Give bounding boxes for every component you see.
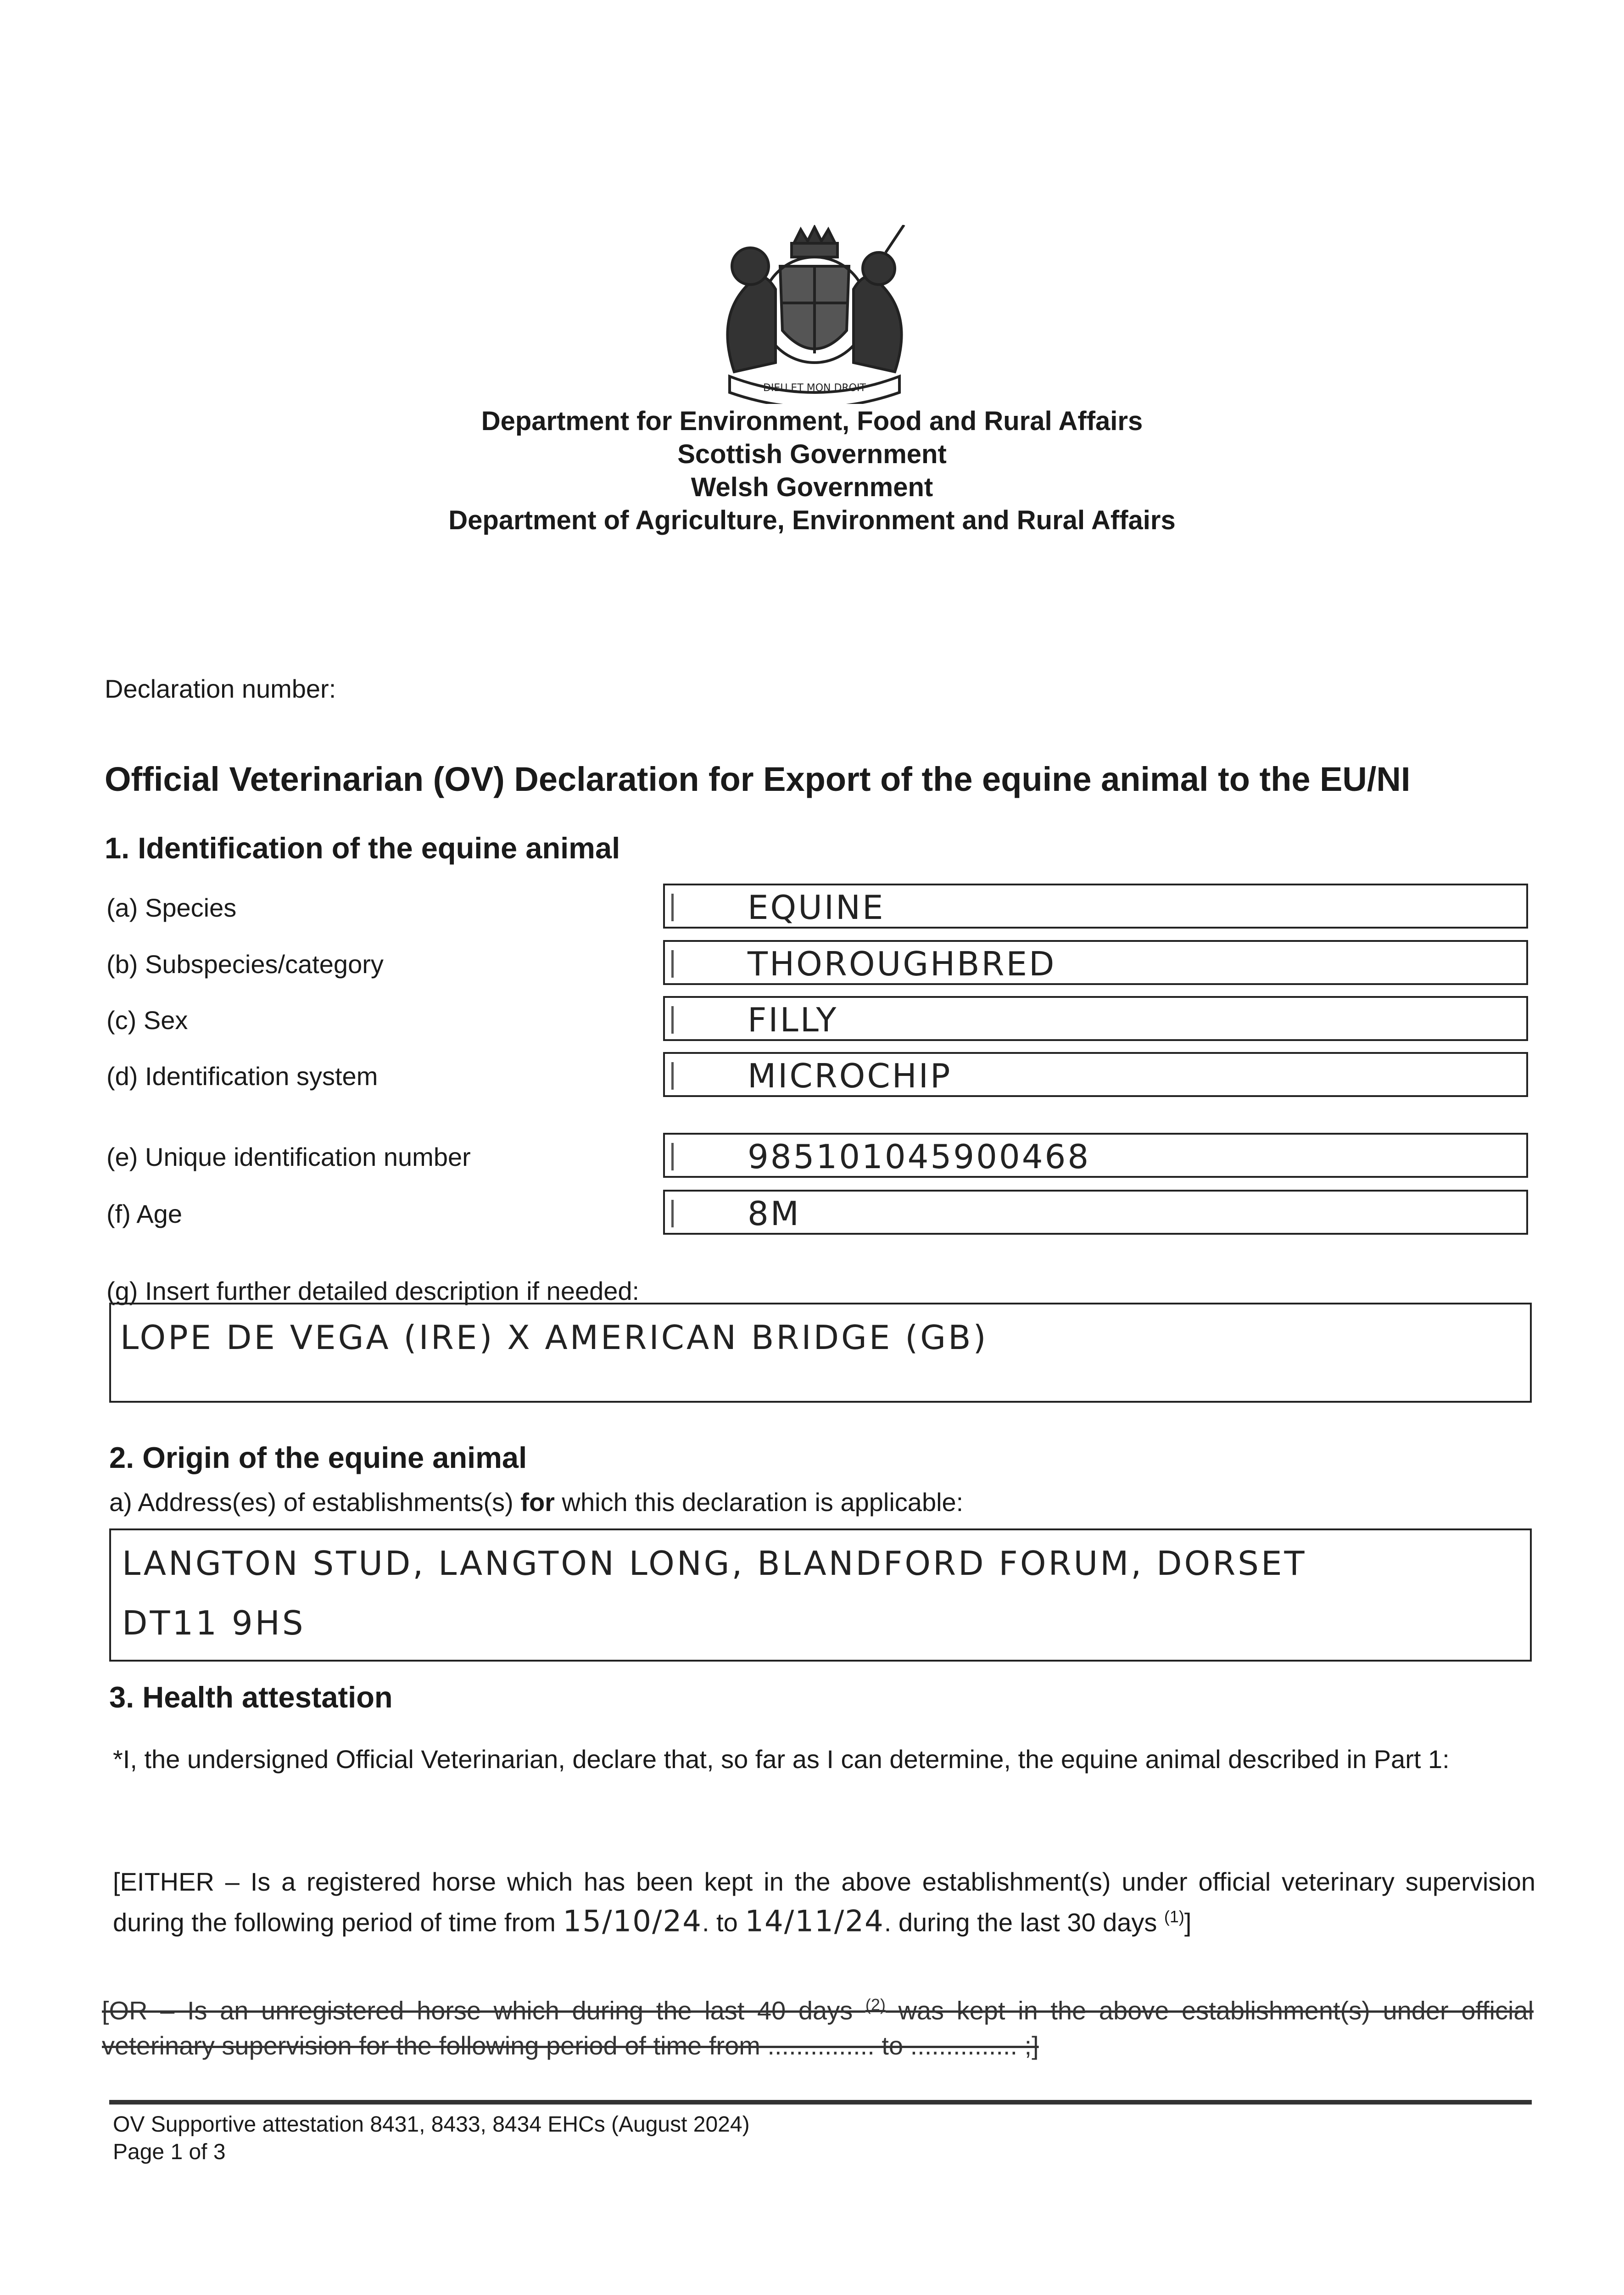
footer-rule [109,2100,1532,2105]
period-from-value: 15/10/24 [563,1904,702,1939]
period-to-value: 14/11/24 [745,1904,884,1939]
sex-field[interactable] [663,996,1528,1041]
department-defra: Department for Environment, Food and Rural Affairs [481,406,1143,436]
further-description-value: LOPE DE VEGA (IRE) X AMERICAN BRIDGE (GB) [120,1318,988,1357]
section2-heading: 2. Origin of the equine animal [109,1441,527,1474]
department-scottish-government: Scottish Government [677,439,947,469]
unique-id-label: (e) Unique identification number [106,1142,471,1171]
establishment-address-label: a) Address(es) of establishments(s) for which this declaration is applicable: [109,1488,964,1517]
department-daera: Department of Agriculture, Environment and Rural Affairs [448,505,1176,535]
species-label: (a) Species [106,893,237,922]
department-welsh-government: Welsh Government [691,472,933,502]
subspecies-field[interactable] [663,940,1528,985]
unique-id-value: 985101045900468 [748,1137,1091,1176]
royal-coat-of-arms-logo [707,225,922,404]
address-line-1: LANGTON STUD, LANGTON LONG, BLANDFORD FORUM, DORSET [122,1544,1307,1583]
identification-system-field[interactable] [663,1052,1528,1097]
sex-label: (c) Sex [106,1006,188,1035]
footer-document-ref: OV Supportive attestation 8431, 8433, 8434 EHCs (August 2024) [113,2112,750,2137]
sex-value: FILLY [748,1001,838,1039]
further-description-field[interactable] [109,1303,1532,1403]
section3-heading: 3. Health attestation [109,1680,393,1714]
section1-heading: 1. Identification of the equine animal [105,831,620,865]
unique-id-field[interactable] [663,1133,1528,1178]
page-title: Official Veterinarian (OV) Declaration for Export of the equine animal to the EU/NI [105,760,1411,798]
identification-system-value: MICROCHIP [748,1057,952,1095]
further-description-label: (g) Insert further detailed description if needed: [106,1276,640,1305]
species-value: EQUINE [748,888,885,927]
age-label: (f) Age [106,1199,182,1228]
declaration-number-label: Declaration number: [105,674,336,703]
subspecies-label: (b) Subspecies/category [106,950,384,979]
subspecies-value: THOROUGHBRED [748,945,1056,983]
svg-text:DIEU ET MON DROIT: DIEU ET MON DROIT [763,382,866,394]
establishment-address-field[interactable] [109,1528,1532,1662]
footer-page-number: Page 1 of 3 [113,2140,226,2164]
attestation-intro: *I, the undersigned Official Veterinarian, declare that, so far as I can determine, the equine animal described in Part 1: [113,1745,1450,1774]
age-field[interactable] [663,1190,1528,1235]
identification-system-label: (d) Identification system [106,1062,378,1091]
either-attestation: [EITHER – Is a registered horse which has been kept in the above establishment(s) under official veterinary supervision during the following period of time from 15/10/24. to 14/11/24. during the last 30 days $^{(1)}$] [113,1867,1535,1939]
address-line-2: DT11 9HS [122,1604,306,1642]
species-field[interactable] [663,884,1528,929]
age-value: 8M [748,1194,801,1233]
or-attestation-struck: [OR – Is an unregistered horse which during the last 40 days $^{(2)}$ was kept in the above establishment(s) under official veterinary supervision for the following period of time from ............... to ............... ;] [102,1995,1534,2060]
